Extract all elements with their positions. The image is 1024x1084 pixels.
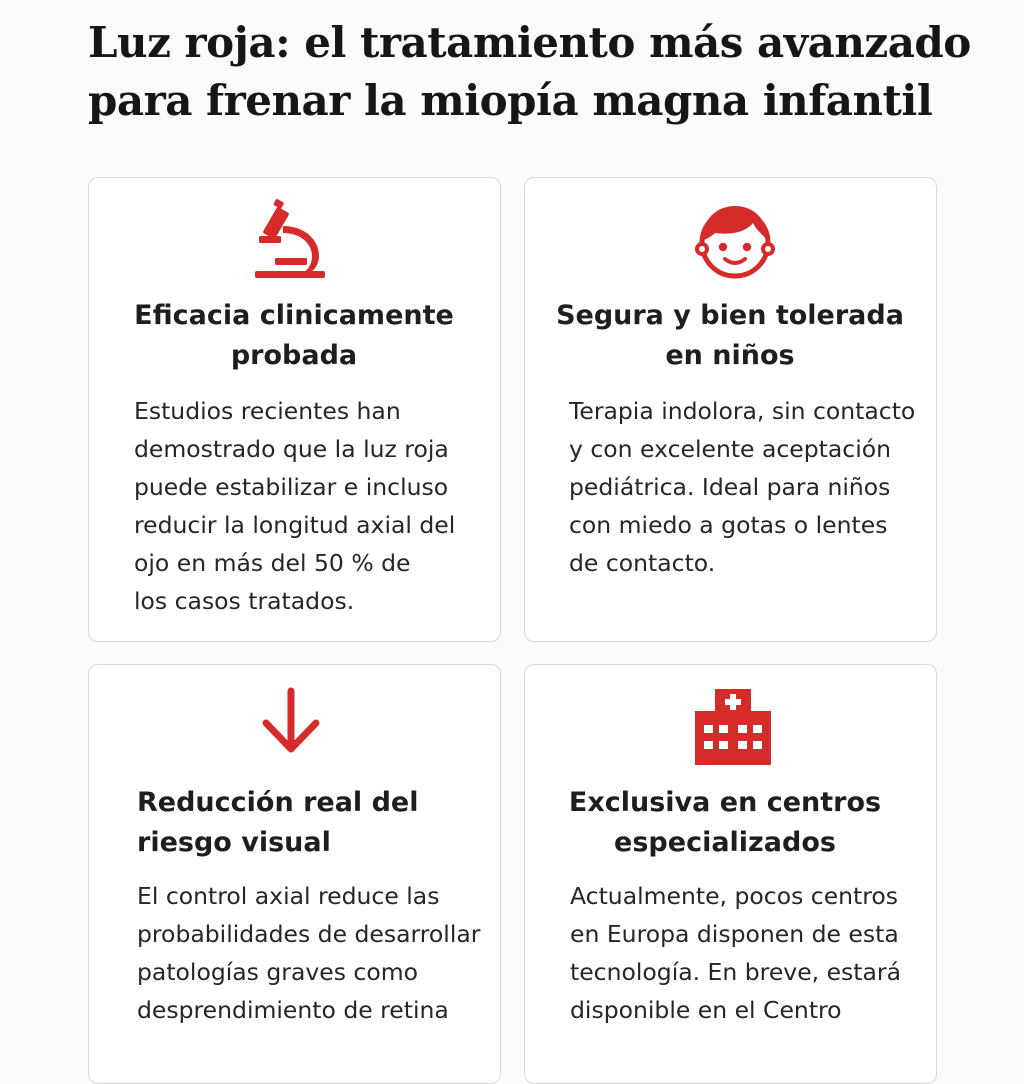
card-text-line: pediátrica. Ideal para niños [569, 473, 891, 501]
card-title [137, 783, 418, 863]
card-title-line: Segura y bien tolerada [556, 300, 904, 331]
card-title-line: probada [230, 340, 358, 371]
card-text-line: y con excelente aceptación [569, 435, 892, 463]
feature-card-exclusive [524, 664, 937, 1084]
card-text-line: los casos tratados. [134, 587, 355, 615]
page-title-line: Luz roja: el tratamiento más avanzado [88, 18, 971, 67]
card-description [134, 392, 455, 620]
card-text-line: desprendimiento de retina [137, 996, 449, 1024]
microscope-icon [253, 198, 329, 282]
card-title [89, 296, 499, 376]
card-title [525, 296, 935, 376]
card-text-line: en Europa disponen de esta [570, 920, 899, 948]
arrow-down-icon [261, 687, 321, 757]
page-title-line: para frenar la miopía magna infantil [88, 76, 933, 125]
card-text-line: El control axial reduce las [137, 882, 440, 910]
card-title-line: especializados [614, 827, 836, 858]
card-text-line: puede estabilizar e incluso [134, 473, 449, 501]
card-text-line: disponible en el Centro [570, 996, 842, 1024]
card-text-line: Terapia indolora, sin contacto [569, 397, 916, 425]
card-text-line: patologías graves como [137, 958, 419, 986]
card-title-line: riesgo visual [137, 827, 331, 858]
card-description [137, 877, 480, 1029]
feature-card-safety [524, 177, 937, 642]
card-title-line: Exclusiva en centros [568, 787, 882, 818]
card-text-line: ojo en más del 50 % de [134, 549, 411, 577]
card-description [569, 392, 915, 582]
feature-card-efficacy [88, 177, 501, 642]
page-title [88, 14, 988, 130]
card-text-line: de contacto. [569, 549, 716, 577]
child-face-icon [695, 201, 775, 281]
card-title-line: en niños [665, 340, 795, 371]
hospital-icon [693, 687, 773, 767]
card-text-line: Actualmente, pocos centros [570, 882, 899, 910]
card-text-line: Estudios recientes han [134, 397, 401, 425]
card-text-line: con miedo a gotas o lentes [569, 511, 888, 539]
card-text-line: reducir la longitud axial del [134, 511, 456, 539]
feature-card-risk-reduction [88, 664, 501, 1084]
card-text-line: tecnología. En breve, estará [570, 958, 901, 986]
card-title-line: Reducción real del [137, 787, 419, 818]
card-title [525, 783, 925, 863]
card-description [570, 877, 901, 1029]
card-text-line: demostrado que la luz roja [134, 435, 449, 463]
card-text-line: probabilidades de desarrollar [137, 920, 481, 948]
card-title-line: Eficacia clinicamente [134, 300, 454, 331]
